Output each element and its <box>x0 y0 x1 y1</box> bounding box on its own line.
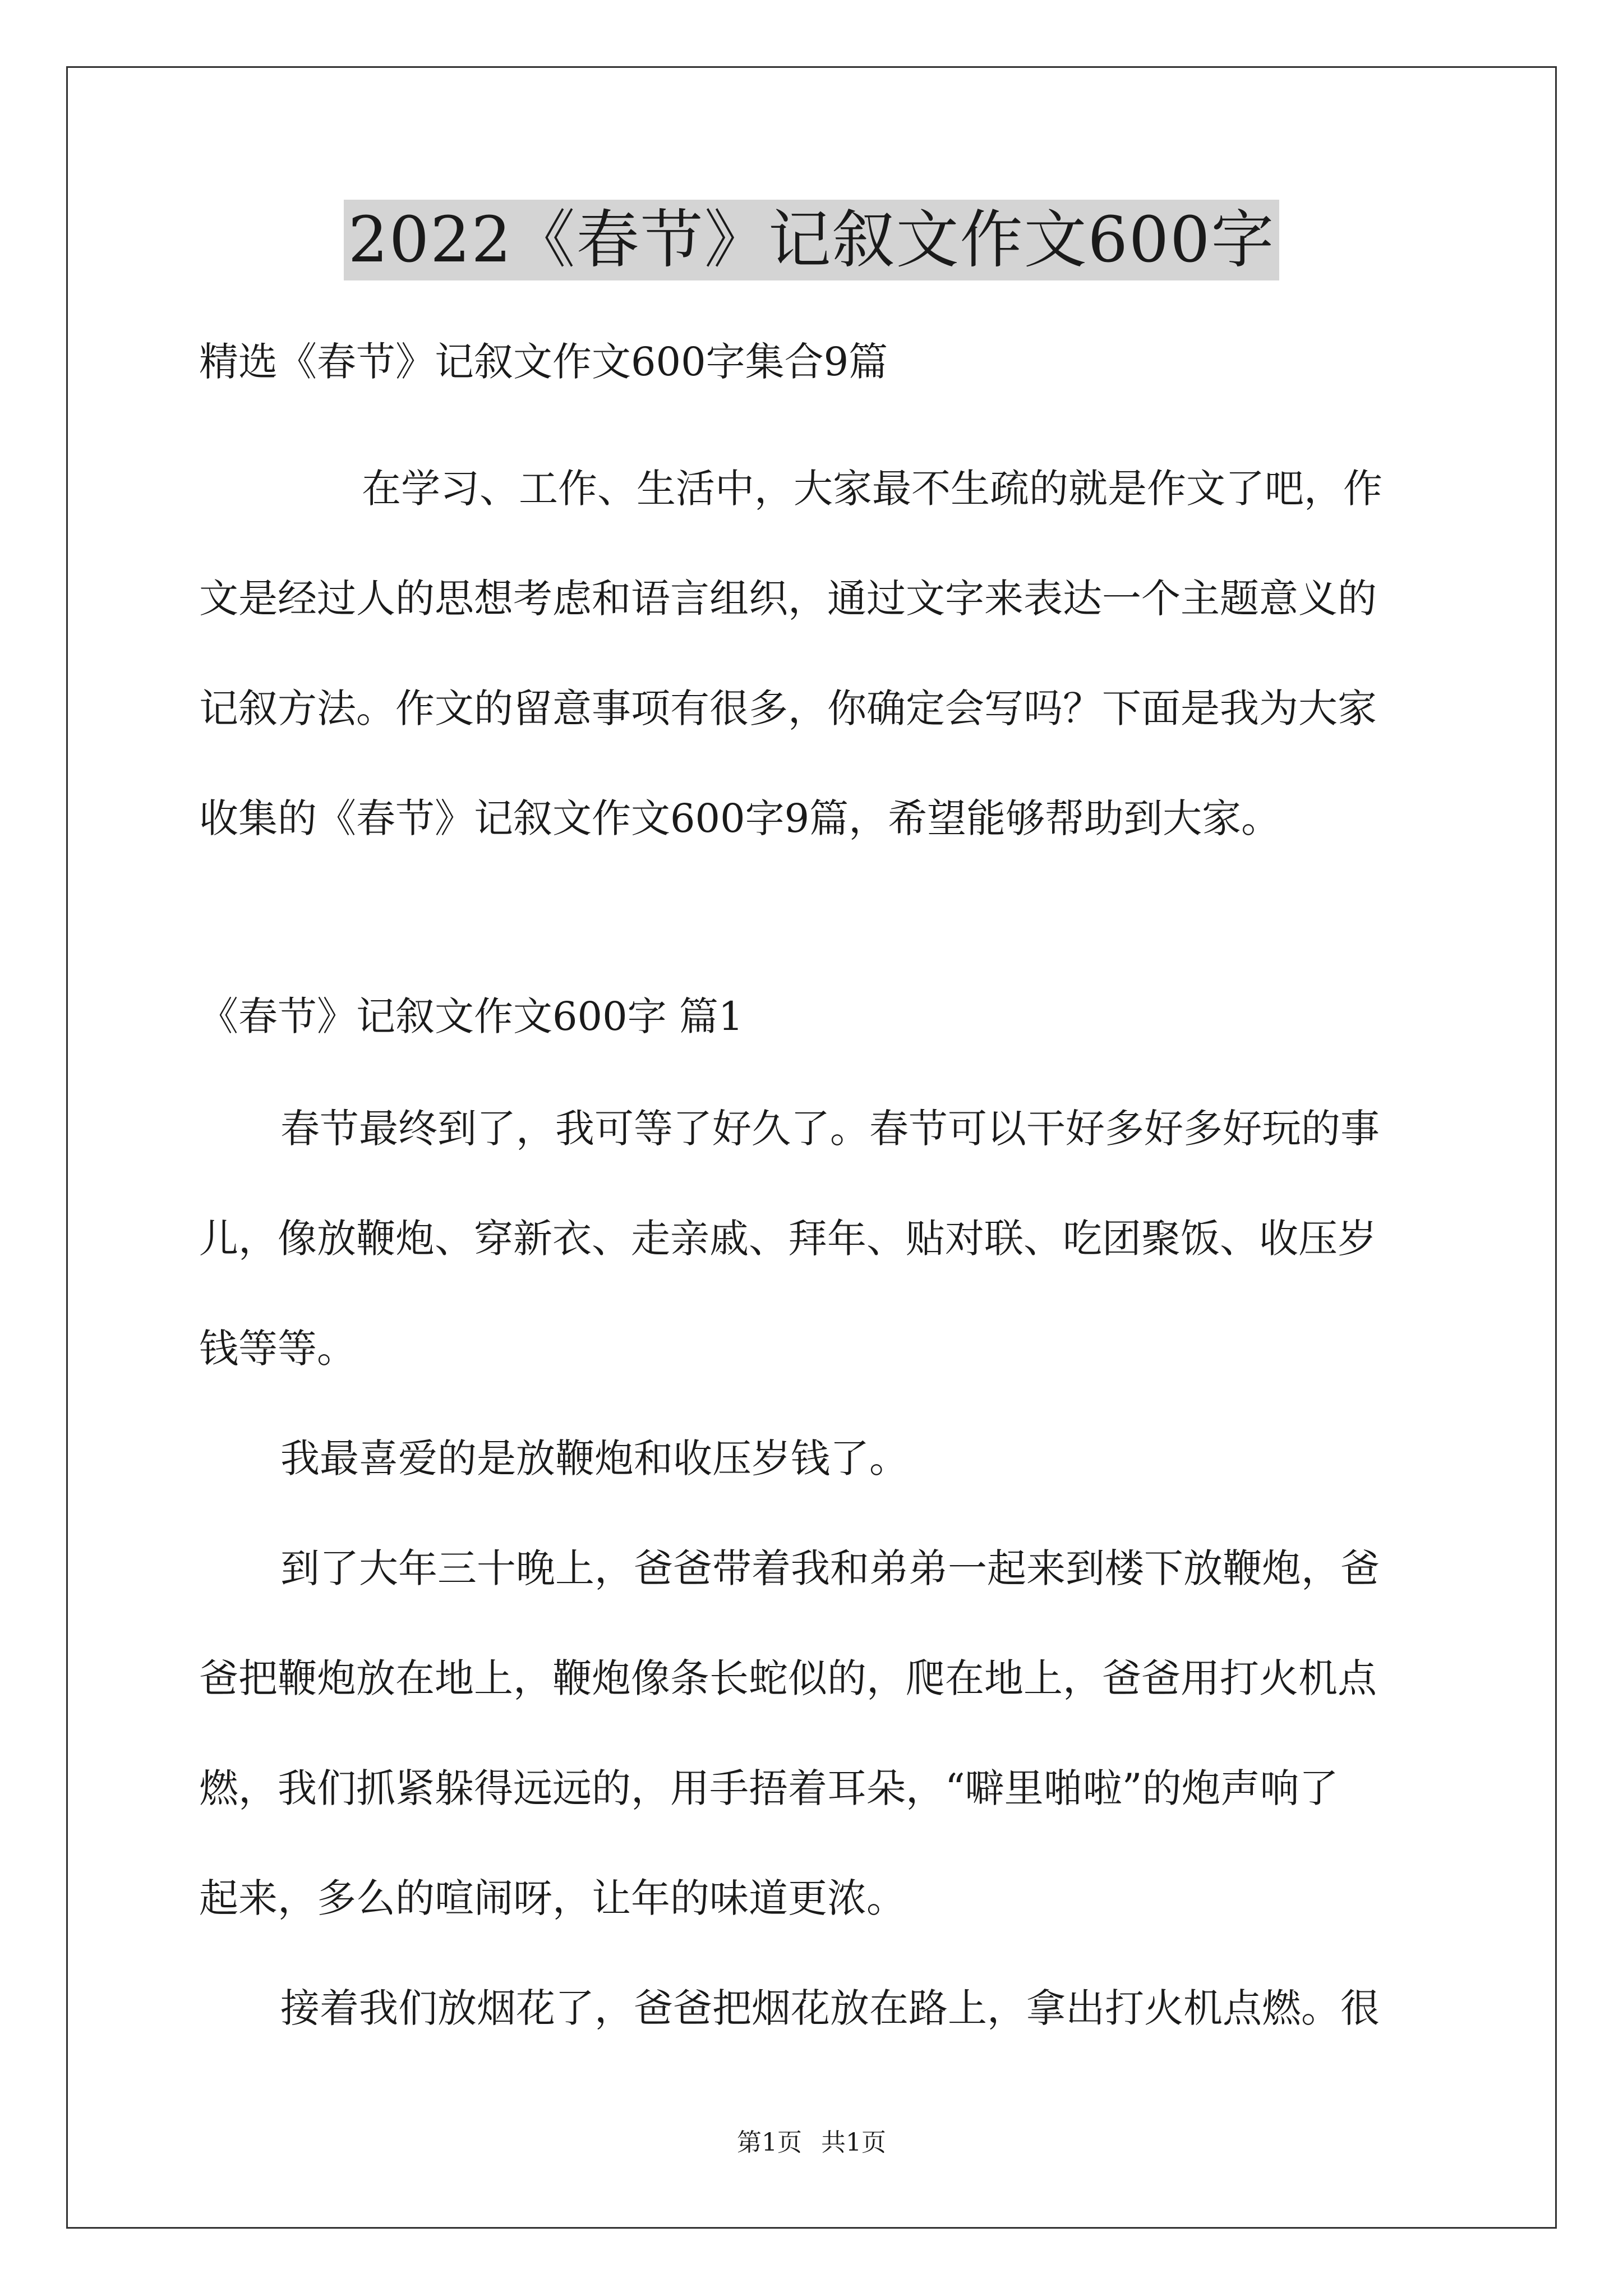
body-line: 春节最终到了，我可等了好久了。春节可以干好多好多好玩的事 <box>280 1106 1380 1152</box>
intro-line: 记叙方法。作文的留意事项有很多，你确定会写吗？下面是我为大家 <box>199 685 1377 731</box>
body-line: 儿，像放鞭炮、穿新衣、走亲戚、拜年、贴对联、吃团聚饭、收压岁 <box>199 1216 1377 1262</box>
page-number: 第1页 <box>737 2128 802 2157</box>
page-total: 共1页 <box>821 2128 886 2157</box>
intro-line: 在学习、工作、生活中，大家最不生疏的就是作文了吧，作 <box>362 466 1382 512</box>
intro-line: 收集的《春节》记叙文作文600字9篇，希望能够帮助到大家。 <box>199 795 1281 841</box>
page-footer <box>0 2126 1623 2160</box>
document-subtitle: 精选《春节》记叙文作文600字集合9篇 <box>199 339 888 385</box>
body-line: 起来，多么的喧闹呀，让年的味道更浓。 <box>199 1875 906 1921</box>
body-line: 燃，我们抓紧躲得远远的，用手捂着耳朵，“噼里啪啦”的炮声响了 <box>199 1765 1339 1811</box>
title-container <box>0 200 1623 280</box>
body-line: 爸把鞭炮放在地上，鞭炮像条长蛇似的，爬在地上，爸爸用打火机点 <box>199 1655 1377 1701</box>
body-line: 钱等等。 <box>199 1326 356 1372</box>
document-title: 2022《春节》记叙文作文600字 <box>344 200 1280 280</box>
intro-line: 文是经过人的思想考虑和语言组织，通过文字来表达一个主题意义的 <box>199 576 1377 622</box>
section-heading: 《春节》记叙文作文600字 篇1 <box>199 993 744 1039</box>
body-line: 接着我们放烟花了，爸爸把烟花放在路上，拿出打火机点燃。很 <box>280 1985 1380 2031</box>
body-line: 到了大年三十晚上，爸爸带着我和弟弟一起来到楼下放鞭炮，爸 <box>280 1545 1380 1591</box>
body-line: 我最喜爱的是放鞭炮和收压岁钱了。 <box>280 1435 909 1481</box>
